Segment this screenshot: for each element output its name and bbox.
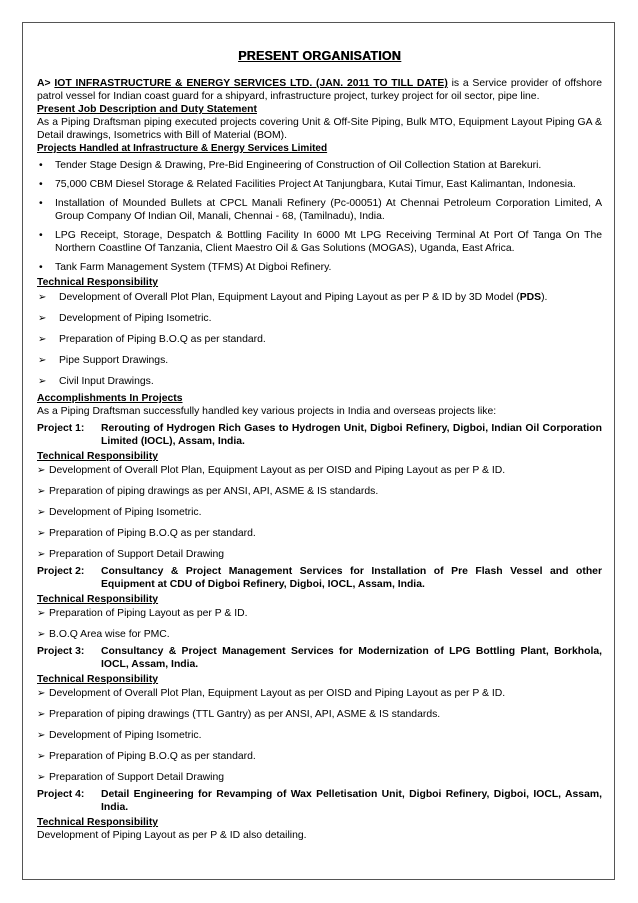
list-item-bold: PDS [519,292,542,303]
list-item-text: Pipe Support Drawings. [59,355,169,366]
list-item-text: Preparation of Piping B.O.Q as per standard. [49,528,256,539]
list-item-text: Development of Piping Isometric. [49,730,202,741]
list-item [37,506,602,519]
arrow-bullet-icon: ➢ [37,772,46,783]
list-item [37,197,602,223]
list-item [37,261,602,274]
bullet-icon: • [39,179,43,190]
list-item [37,628,602,641]
arrow-bullet-icon: ➢ [37,629,46,640]
project-4 [37,788,602,814]
list-item-text: Preparation of Piping B.O.Q as per standard. [49,751,256,762]
list-item [37,527,602,540]
list-item [37,485,602,498]
tech-resp-heading: Technical Responsibility [37,594,159,605]
project-title: Consultancy & Project Management Services for Installation of Pre Flash Vessel and other Equipment at CDU of Digboi Refinery, Digboi, IOCL, Assam, India. [101,566,602,590]
list-item-text: Development of Overall Plot Plan, Equipment Layout and Piping Layout as per P & ID by 3D Model ( [59,292,520,303]
list-item [37,229,602,255]
project-title: Consultancy & Project Management Services for Modernization of LPG Bottling Plant, Borkhola, IOCL, Assam, India. [101,646,602,670]
list-item [37,708,602,721]
list-item [37,333,602,346]
list-item-text: Tender Stage Design & Drawing, Pre-Bid Engineering of Construction of Oil Collection Station at Barekuri. [55,160,542,171]
arrow-bullet-icon: ➢ [37,608,46,619]
list-item [37,178,602,191]
project-1-resp-list [37,464,602,561]
list-item-text: Preparation of piping drawings as per ANSI, API, ASME & IS standards. [49,486,379,497]
list-item-text: Preparation of Support Detail Drawing [49,772,225,783]
list-item [37,464,602,477]
company-desc: is a Service provider of offshore patrol vessel for Indian coast guard for a shipyard, infrastructure project, turkey project for oil sector, pipe line. [37,78,602,102]
list-item [37,312,602,325]
project-1 [37,422,602,448]
arrow-bullet-icon: ➢ [38,376,47,387]
project-label: Project 3: [37,646,85,657]
list-item-text-end: ). [541,292,548,303]
list-item-text: Tank Farm Management System (TFMS) At Digboi Refinery. [55,262,332,273]
arrow-bullet-icon: ➢ [38,334,47,345]
project-label: Project 2: [37,566,85,577]
list-item-text: Civil Input Drawings. [59,376,154,387]
list-item-text: Development of Piping Isometric. [49,507,202,518]
list-item-text: Preparation of Piping B.O.Q as per standard. [59,334,266,345]
tech-resp-heading: Technical Responsibility [37,277,159,288]
list-item [37,375,602,388]
project-label: Project 1: [37,423,85,434]
project-2 [37,565,602,591]
projects-handled-heading: Projects Handled at Infrastructure & Energy Services Limited [37,143,328,154]
list-item-text: Preparation of Piping Layout as per P & ID. [49,608,248,619]
list-item-text: 75,000 CBM Diesel Storage & Related Facilities Project At Tanjungbara, Kutai Timur, East Kalimantan, Indonesia. [55,179,576,190]
project-label: Project 4: [37,789,85,800]
project-title: Rerouting of Hydrogen Rich Gases to Hydrogen Unit, Digboi Refinery, Digboi, Indian Oil Corporation Limited (IOCL), Assam, India. [101,423,602,447]
company-prefix: A> [37,78,51,89]
arrow-bullet-icon: ➢ [38,355,47,366]
arrow-bullet-icon: ➢ [37,751,46,762]
arrow-bullet-icon: ➢ [37,528,46,539]
projects-handled-list [37,159,602,274]
list-item [37,548,602,561]
project-4-resp-text: Development of Piping Layout as per P & ID also detailing. [37,830,307,841]
list-item [37,750,602,763]
list-item-text: B.O.Q Area wise for PMC. [49,629,170,640]
bullet-icon: • [39,198,43,209]
list-item [37,354,602,367]
bullet-icon: • [39,262,43,273]
list-item-text: Development of Overall Plot Plan, Equipment Layout as per OISD and Piping Layout as per P & ID. [49,688,506,699]
list-item-text: Preparation of piping drawings (TTL Gantry) as per ANSI, API, ASME & IS standards. [49,709,441,720]
arrow-bullet-icon: ➢ [37,486,46,497]
project-title: Detail Engineering for Revamping of Wax Pelletisation Unit, Digboi Refinery, Digboi, IOCL, Assam, India. [101,789,602,813]
list-item-text: Installation of Mounded Bullets at CPCL Manali Refinery (Pc-00051) At Chennai Petroleum Corporation Limited, A Group Company Of Indian Oil, Manali, Chennai - 68, (Tamilnadu), India. [55,198,602,222]
tech-resp-list [37,291,602,388]
accomplishments-heading: Accomplishments In Projects [37,393,183,404]
arrow-bullet-icon: ➢ [37,688,46,699]
list-item [37,607,602,620]
list-item-text: LPG Receipt, Storage, Despatch & Bottling Facility In 6000 Mt LPG Receiving Terminal At Port Of Tanga On The Northern Coastline Of Tanzania, Client Maestro Oil & Gas Solutions (MOGAS), Uganda, East Africa. [55,230,602,254]
arrow-bullet-icon: ➢ [38,313,47,324]
company-intro [37,77,602,103]
arrow-bullet-icon: ➢ [37,465,46,476]
job-text: As a Piping Draftsman piping executed projects covering Unit & Off-Site Piping, Bulk MTO, Equipment Layout Piping GA & Detail drawings, Isometrics with Bill of Material (BOM). [37,117,602,141]
project-3 [37,645,602,671]
bullet-icon: • [39,230,43,241]
list-item-text: Preparation of Support Detail Drawing [49,549,225,560]
arrow-bullet-icon: ➢ [37,709,46,720]
list-item [37,729,602,742]
project-3-resp-list [37,687,602,784]
company-name: IOT INFRASTRUCTURE & ENERGY SERVICES LTD. (JAN. 2011 TO TILL DATE) [54,78,448,89]
tech-resp-heading: Technical Responsibility [37,674,159,685]
document-body [37,50,602,842]
bullet-icon: • [39,160,43,171]
arrow-bullet-icon: ➢ [37,730,46,741]
project-2-resp-list [37,607,602,641]
page-title: PRESENT ORGANISATION [238,49,401,63]
list-item-text: Development of Piping Isometric. [59,313,212,324]
list-item [37,291,602,304]
arrow-bullet-icon: ➢ [38,292,47,303]
list-item [37,771,602,784]
accomplishments-text: As a Piping Draftsman successfully handled key various projects in India and overseas projects like: [37,406,497,417]
list-item [37,159,602,172]
tech-resp-heading: Technical Responsibility [37,817,159,828]
job-heading: Present Job Description and Duty Statement [37,104,257,115]
list-item [37,687,602,700]
arrow-bullet-icon: ➢ [37,549,46,560]
list-item-text: Development of Overall Plot Plan, Equipment Layout as per OISD and Piping Layout as per P & ID. [49,465,506,476]
arrow-bullet-icon: ➢ [37,507,46,518]
tech-resp-heading: Technical Responsibility [37,451,159,462]
